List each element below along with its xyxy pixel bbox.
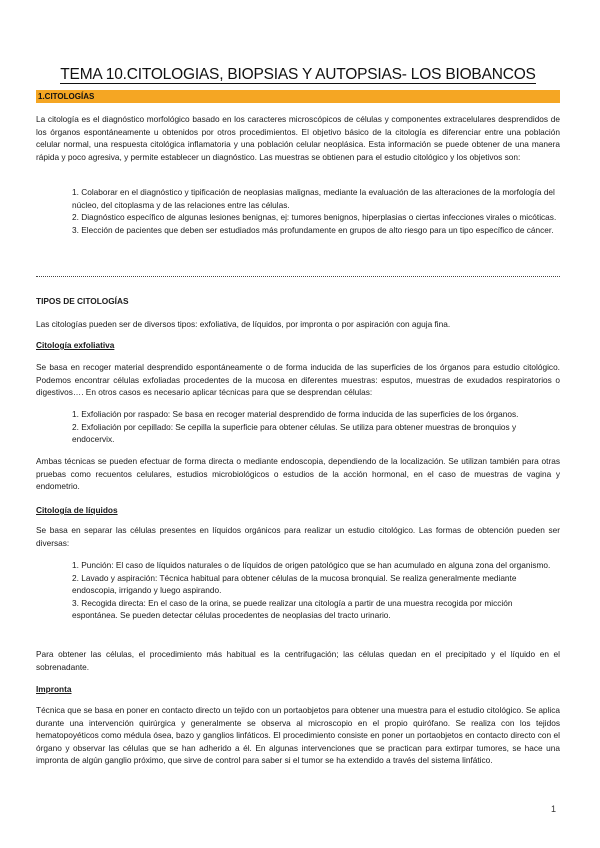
liquidos-paragraph: Se basa en separar las células presentes en líquidos orgánicos para realizar un estudio citológico. Las formas de obtención pueden ser diversas: — [36, 525, 560, 548]
liquidos-heading: Citología de líquidos — [36, 505, 118, 515]
impronta-paragraph: Técnica que se basa en poner en contacto directo un tejido con un portaobjetos para obtener una muestra para el estudio citológico. Se aplica durante una intervención quirúrgica y generalmente se observa al microscopio en el propio quirófano. Se realiza con los tejidos hematopoyéticos como médula ósea, bazo y ganglios linfáticos. El procedimiento consiste en poner un portaobjetos en contacto directo con el órgano y observar las células que se han adherido a él. En algunas intervenciones que se practican para extirpar tumores, se hace una impronta de algún ganglio próximo, que sirve de control para saber si el tumor se ha extendido a través del sistema linfático. — [36, 705, 560, 766]
list-item: 3. Elección de pacientes que deben ser estudiados más profundamente en grupos de alto riesgo para un tipo específico de cáncer. — [72, 224, 554, 235]
dotted-divider — [36, 276, 560, 277]
objectives-list — [72, 186, 560, 236]
section-heading-citologias: 1.CITOLOGÍAS — [36, 90, 560, 103]
list-item: 1. Punción: El caso de líquidos naturales o de líquidos de origen patológico que se han acumulado en alguna zona del organismo. — [72, 560, 551, 570]
impronta-heading: Impronta — [36, 684, 72, 694]
liquidos-after: Para obtener las células, el procedimiento más habitual es la centrifugación; las células quedan en el precipitado y el líquido en el sobrenadante. — [36, 649, 560, 672]
exfoliativa-heading: Citología exfoliativa — [36, 340, 115, 350]
list-item: 2. Exfoliación por cepillado: Se cepilla la superficie para obtener células. Se utiliza para obtener muestras de bronquios y endocervix. — [72, 421, 517, 445]
exfoliativa-list — [72, 408, 560, 446]
document-title: TEMA 10.CITOLOGIAS, BIOPSIAS Y AUTOPSIAS- LOS BIOBANCOS — [60, 66, 536, 83]
exfoliativa-paragraph: Se basa en recoger material desprendido espontáneamente o de forma inducida de las superficies de los órganos para estudio citológico. Podemos encontrar células exfoliadas procedentes de la mucosa en diferentes muestras: esputos, muestras de exudados respiratorios o digestivos…. En otros casos es necesario aplicar técnicas para que se desprendan células: — [36, 362, 560, 398]
liquidos-list — [72, 559, 560, 622]
list-item: 2. Diagnóstico específico de algunas lesiones benignas, ej: tumores benignos, hiperplasias o ciertas infecciones virales o micóticas. — [72, 212, 557, 223]
types-intro: Las citologías pueden ser de diversos tipos: exfoliativa, de líquidos, por impronta o por aspiración con aguja fina. — [36, 319, 451, 329]
list-item: 2. Lavado y aspiración: Técnica habitual para obtener células de la mucosa bronquial. Se realiza generalmente mediante endoscopia, irrigando y luego aspirando. — [72, 572, 517, 596]
exfoliativa-after: Ambas técnicas se pueden efectuar de forma directa o mediante endoscopia, dependiendo de la localización. Se utilizan también para otras pruebas como recuentos celulares, estudios microbiológicos o estudios de la acción hormonal, en el caso de muestras de vagina y endometrio. — [36, 456, 560, 492]
intro-paragraph: La citología es el diagnóstico morfológico basado en los caracteres microscópicos de células y componentes extracelulares desprendidos de los órganos espontáneamente u obtenidos por otros procedimientos. El objetivo básico de la citología es diferenciar entre una población celular normal, una respuesta citológica inflamatoria y una población celular neoplásica. Esta información se puede obtener de una manera rápida y poco agresiva, y permite establecer un diagnóstico. Las muestras se obtienen para el estudio citológico y los objetivos son: — [36, 114, 560, 162]
list-item: 1. Exfoliación por raspado: Se basa en recoger material desprendido de forma inducida de las superficies de los órganos. — [72, 409, 519, 419]
page-number: 1 — [550, 804, 556, 814]
list-item: 3. Recogida directa: En el caso de la orina, se puede realizar una citología a partir de una muestra recogida por micción espontánea. Se pueden detectar células procedentes de neoplasias del tracto urinario. — [72, 597, 513, 621]
types-heading: TIPOS DE CITOLOGÍAS — [36, 296, 129, 306]
list-item: 1. Colaborar en el diagnóstico y tipificación de neoplasias malignas, mediante la evaluación de las alteraciones de la morfología del núcleo, del citoplasma y de las relaciones entre las células. — [72, 187, 555, 210]
